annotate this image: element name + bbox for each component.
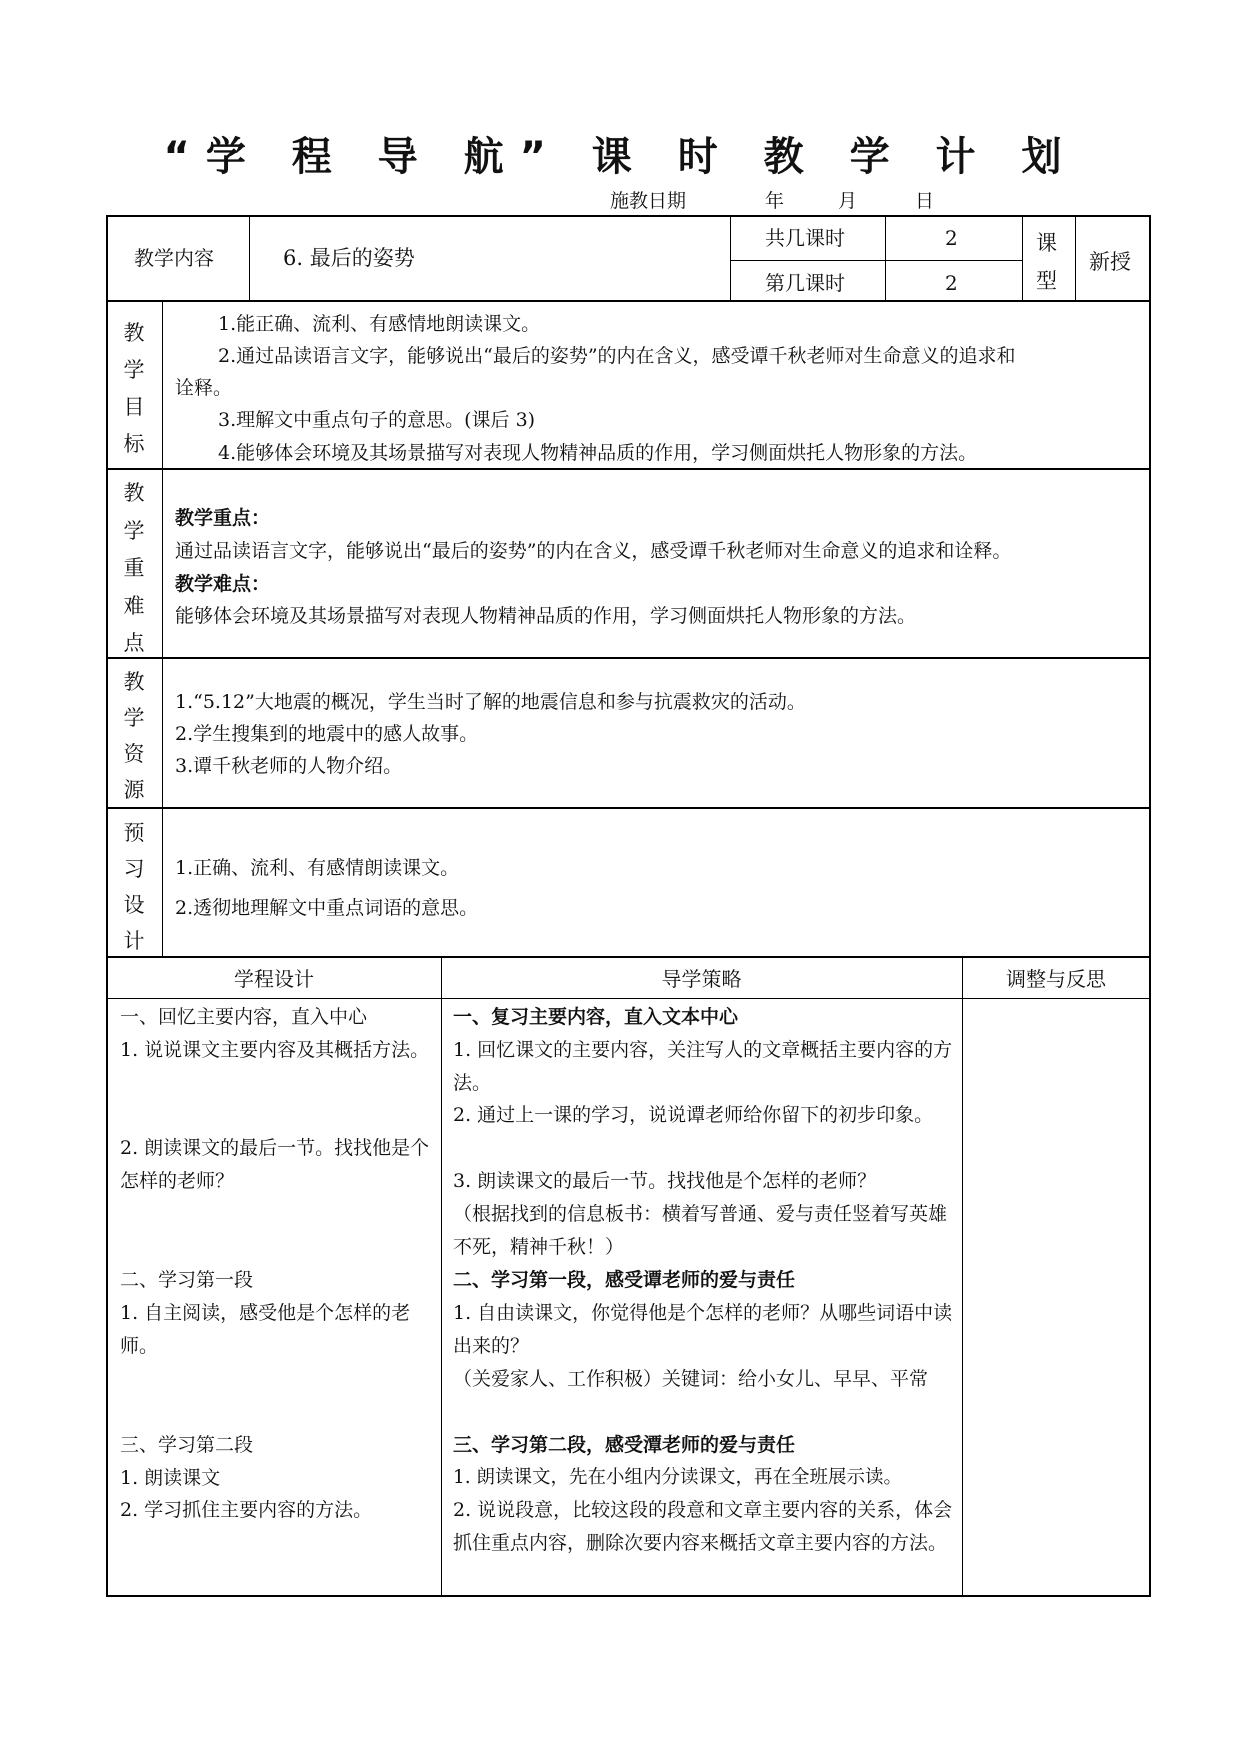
total-lessons-label: 共几课时 <box>765 226 845 250</box>
column-header-design: 学程设计 <box>234 967 314 991</box>
strategy-s1-item2: 2. 通过上一课的学习，说说谭老师给你留下的初步印象。 <box>453 1104 934 1126</box>
difficulty-text: 能够体会环境及其场景描写对表现人物精神品质的作用，学习侧面烘托人物形象的方法。 <box>175 605 917 627</box>
design-s3-item2: 2. 学习抓住主要内容的方法。 <box>120 1499 373 1521</box>
goals-label: 教 学 目 标 <box>123 321 145 456</box>
goal-item-1: 1.能正确、流利、有感情地朗读课文。 <box>218 313 541 335</box>
strategy-s2-note: （关爱家人、工作积极）关键词：给小女儿、早早、平常 <box>453 1368 929 1390</box>
preview-item-2: 2.透彻地理解文中重点词语的意思。 <box>175 897 479 919</box>
resources-label: 教 学 资 源 <box>123 670 145 802</box>
difficulty-title: 教学难点： <box>175 573 271 595</box>
strategy-s3-title: 三、学习第二段，感受潭老师的爱与责任 <box>453 1434 796 1456</box>
goal-item-2-cont: 诠释。 <box>175 377 233 399</box>
strategy-s1-item1: 1. 回忆课文的主要内容，关注写人的文章概括主要内容的方法。 <box>453 1039 953 1094</box>
design-s3-item1: 1. 朗读课文 <box>120 1467 221 1489</box>
lesson-type-label-1: 课 <box>1036 231 1057 255</box>
current-lesson-label: 第几课时 <box>765 271 845 295</box>
reflection-cell <box>963 999 1149 1595</box>
strategy-s1-item3: 3. 朗读课文的最后一节。找找他是个怎样的老师？ <box>453 1170 877 1192</box>
design-s3-title: 三、学习第二段 <box>120 1434 254 1456</box>
preview-label: 预 习 设 计 <box>123 821 145 953</box>
design-s2-item1: 1. 自主阅读，感受他是个怎样的老师。 <box>120 1302 411 1357</box>
strategy-s2-title: 二、学习第一段，感受谭老师的爱与责任 <box>453 1269 796 1291</box>
key-points-label: 教 学 重 难 点 <box>123 481 145 655</box>
focus-text: 通过品读语言文字，能够说出“最后的姿势”的内在含义，感受谭千秋老师对生命意义的追求和诠释。 <box>175 540 1012 562</box>
column-header-reflection: 调整与反思 <box>1006 967 1106 991</box>
design-s1-title: 一、回忆主要内容，直入中心 <box>120 1006 368 1028</box>
total-lessons-value: 2 <box>945 226 958 250</box>
design-s1-item1: 1. 说说课文主要内容及其概括方法。 <box>120 1039 430 1061</box>
strategy-s1-title: 一、复习主要内容，直入文本中心 <box>453 1006 739 1028</box>
content-label: 教学内容 <box>134 246 214 270</box>
design-s2-title: 二、学习第一段 <box>120 1269 254 1291</box>
goal-item-3: 3.理解文中重点句子的意思。(课后 3) <box>218 409 536 431</box>
date-label: 施教日期 <box>610 190 687 212</box>
goal-item-2: 2.通过品读语言文字，能够说出“最后的姿势”的内在含义，感受谭千秋老师对生命意义的追求和 <box>218 345 1016 367</box>
date-year: 年 <box>765 190 785 212</box>
resource-item-2: 2.学生搜集到的地震中的感人故事。 <box>175 723 479 745</box>
strategy-s3-item1: 1. 朗读课文，先在小组内分读课文，再在全班展示读。 <box>453 1467 903 1488</box>
date-day: 日 <box>915 190 935 212</box>
column-header-strategy: 导学策略 <box>661 967 742 991</box>
focus-title: 教学重点： <box>175 507 271 529</box>
strategy-s3-item2: 2. 说说段意，比较这段的段意和文章主要内容的关系，体会抓住重点内容，删除次要内容来概括文章主要内容的方法。 <box>453 1499 953 1554</box>
resource-item-1: 1.“5.12”大地震的概况，学生当时了解的地震信息和参与抗震救灾的活动。 <box>175 691 806 713</box>
goal-item-4: 4.能够体会环境及其场景描写对表现人物精神品质的作用，学习侧面烘托人物形象的方法。 <box>218 442 978 464</box>
lesson-type-value: 新授 <box>1089 250 1131 274</box>
content-value: 6. 最后的姿势 <box>283 246 415 270</box>
preview-item-1: 1.正确、流利、有感情朗读课文。 <box>175 857 460 879</box>
date-month: 月 <box>838 190 858 212</box>
current-lesson-value: 2 <box>945 271 958 295</box>
design-s1-item2: 2. 朗读课文的最后一节。找找他是个怎样的老师？ <box>120 1137 430 1192</box>
strategy-s2-item1: 1. 自由读课文，你觉得他是个怎样的老师？从哪些词语中读出来的？ <box>453 1302 953 1357</box>
page-title: “学 程 导 航” 课 时 教 学 计 划 <box>163 134 1078 180</box>
lesson-type-label-2: 型 <box>1036 269 1057 293</box>
resource-item-3: 3.谭千秋老师的人物介绍。 <box>175 755 403 777</box>
strategy-s1-note: （根据找到的信息板书：横着写普通、爱与责任竖着写英雄不死，精神千秋！） <box>453 1203 948 1258</box>
